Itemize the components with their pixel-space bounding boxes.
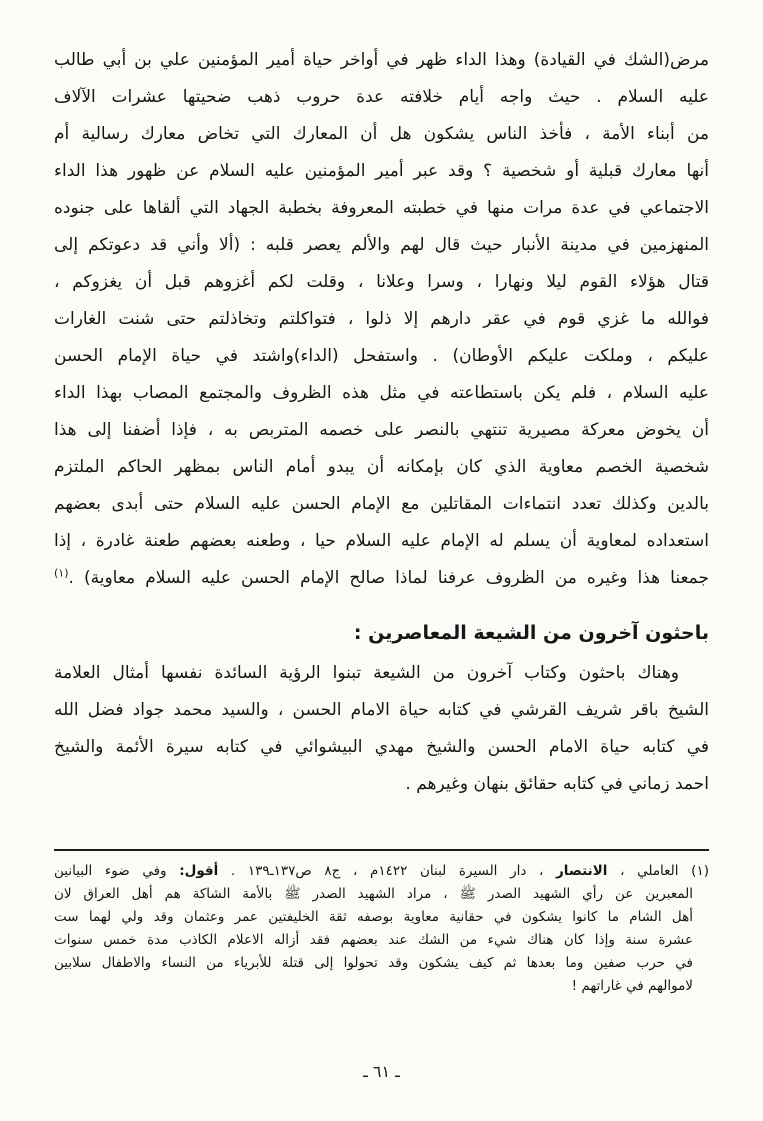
body-text-line: الشيخ باقر شريف القرشي في كتابه حياة الامام الحسن ، والسيد محمد جواد فضل الله [54,700,709,720]
body-text-line [54,560,709,597]
footnote-line: لاموالهم في غاراتهم ! [571,978,693,994]
body-text-line: عليه السلام ، فلم يكن باستطاعته في مثل هذه الظروف والمجتمع المصاب بهذا الداء [54,383,709,403]
body-text-line: احمد زماني في كتابه حقائق بنهان وغيرهم . [405,774,709,794]
section-heading: باحثون آخرون من الشيعة المعاصرين : [353,622,709,644]
body-text-line: فوالله ما غزي قوم في عقر دارهم إلا ذلوا ، فتواكلتم وتخاذلتم حتى شنت الغارات [54,309,709,329]
body-text-line: مرض(الشك في القيادة) وهذا الداء ظهر في أواخر حياة أمير المؤمنين علي بن أبي طالب [54,50,709,70]
body-text-line: عليكم ، وملكت عليكم الأوطان) . واستفحل (الداء)واشتد في حياة الإمام الحسن [54,346,709,366]
footnote-line: في حرب صفين وما بعدها ثم كيف يشكون وقد تحولوا إلى قتلة للأبرياء من النساء والاطفال سلابين [54,955,693,971]
paragraph [54,655,709,803]
footnote-citation: (١) العاملي ، [607,863,709,879]
body-text-line: أنها معارك قبلية أو شخصية ؟ وقد عبر أمير المؤمنين عليه السلام عن ظهور هذا الداء [54,161,709,181]
page-number: ـ ٦١ ـ [363,1062,400,1081]
footnote-divider [54,849,709,851]
body-text-line: في كتابه حياة الامام الحسن والشيخ مهدي البيشوائي في كتابه سيرة الأئمة والشيخ [54,737,709,757]
footnote-line: أهل الشام ما كانوا يشكون في حقانية معاوية بوصفه ثقة الخليفتين عمر وعثمان وقد ولي لهما ست [54,909,693,925]
body-text-line: عليه السلام . حيث واجه أيام خلافته عدة حروب ذهب ضحيتها عشرات الآلاف [54,87,709,107]
footnote-line: المعبرين عن رأي الشهيد الصدر ﷺ ، مراد الشهيد الصدر ﷺ بالأمة الشاكة هم أهل العراق لان [54,886,693,902]
footnotes-section [54,849,709,998]
footnote-text: وفي ضوء البيانين [54,863,180,879]
body-text-line: استعداده لمعاوية أن يسلم له الإمام عليه السلام حيا ، وطعنه بعضهم طعنة غادرة ، إذا [54,531,709,551]
body-text-line: المنهزمين في مدينة الأنبار حيث قال لهم والألم يعصر قلبه : (ألا وأني قد دعوتكم إلى [54,235,709,255]
footnote-citation: ، دار السيرة لبنان ١٤٢٢م ، ج٨ ص١٣٧ـ١٣٩ . [218,863,557,879]
body-text-line: وهناك باحثون وكتاب آخرون من الشيعة تبنوا الرؤية السائدة نفسها أمثال العلامة [54,663,679,683]
text-block [54,42,709,998]
book-title: الانتصار [556,863,608,879]
body-text-line: شخصية الخصم معاوية الذي كان بإمكانه أن يبدو أمام الناس بمظهر الحاكم الملتزم [54,457,709,477]
footnote-line [54,860,709,883]
body-text-line: بالدين وكذلك تعدد انتماءات المقاتلين مع الإمام الحسن عليه السلام حتى أبدى بعضهم [54,494,709,514]
body-text-line: قتال هؤلاء القوم ليلا ونهارا ، وسرا وعلانا ، وقلت لكم أغزوهم قبل أن يغزوكم ، [54,272,709,292]
footnote-aqul-label: أقول: [179,863,219,879]
body-text-line: الاجتماعي في عدة مرات منها في خطبته المعروفة بخطبة الجهاد التي ألقاها على جنوده [54,198,709,218]
body-text-line: أن يخوض معركة مصيرية تنتهي بالنصر على خصمه المتربص به ، فإذا أضفنا إلى هذا [54,420,709,440]
body-text-line: من أبناء الأمة ، فأخذ الناس يشكون هل أن المعارك التي تخاض معارك رسالية أم [54,124,709,144]
body-text-segment: جمعنا هذا وغيره من الظروف عرفنا لماذا صالح الإمام الحسن عليه السلام معاوية) . [68,568,709,588]
footnote-line: عشرة سنة وإذا كان هناك شيء من الشك عند بعضهم فقد أزاله الاعلام الكاذب مدة خمس سنوات [54,932,693,948]
footnote-reference-marker: (١) [54,566,69,580]
